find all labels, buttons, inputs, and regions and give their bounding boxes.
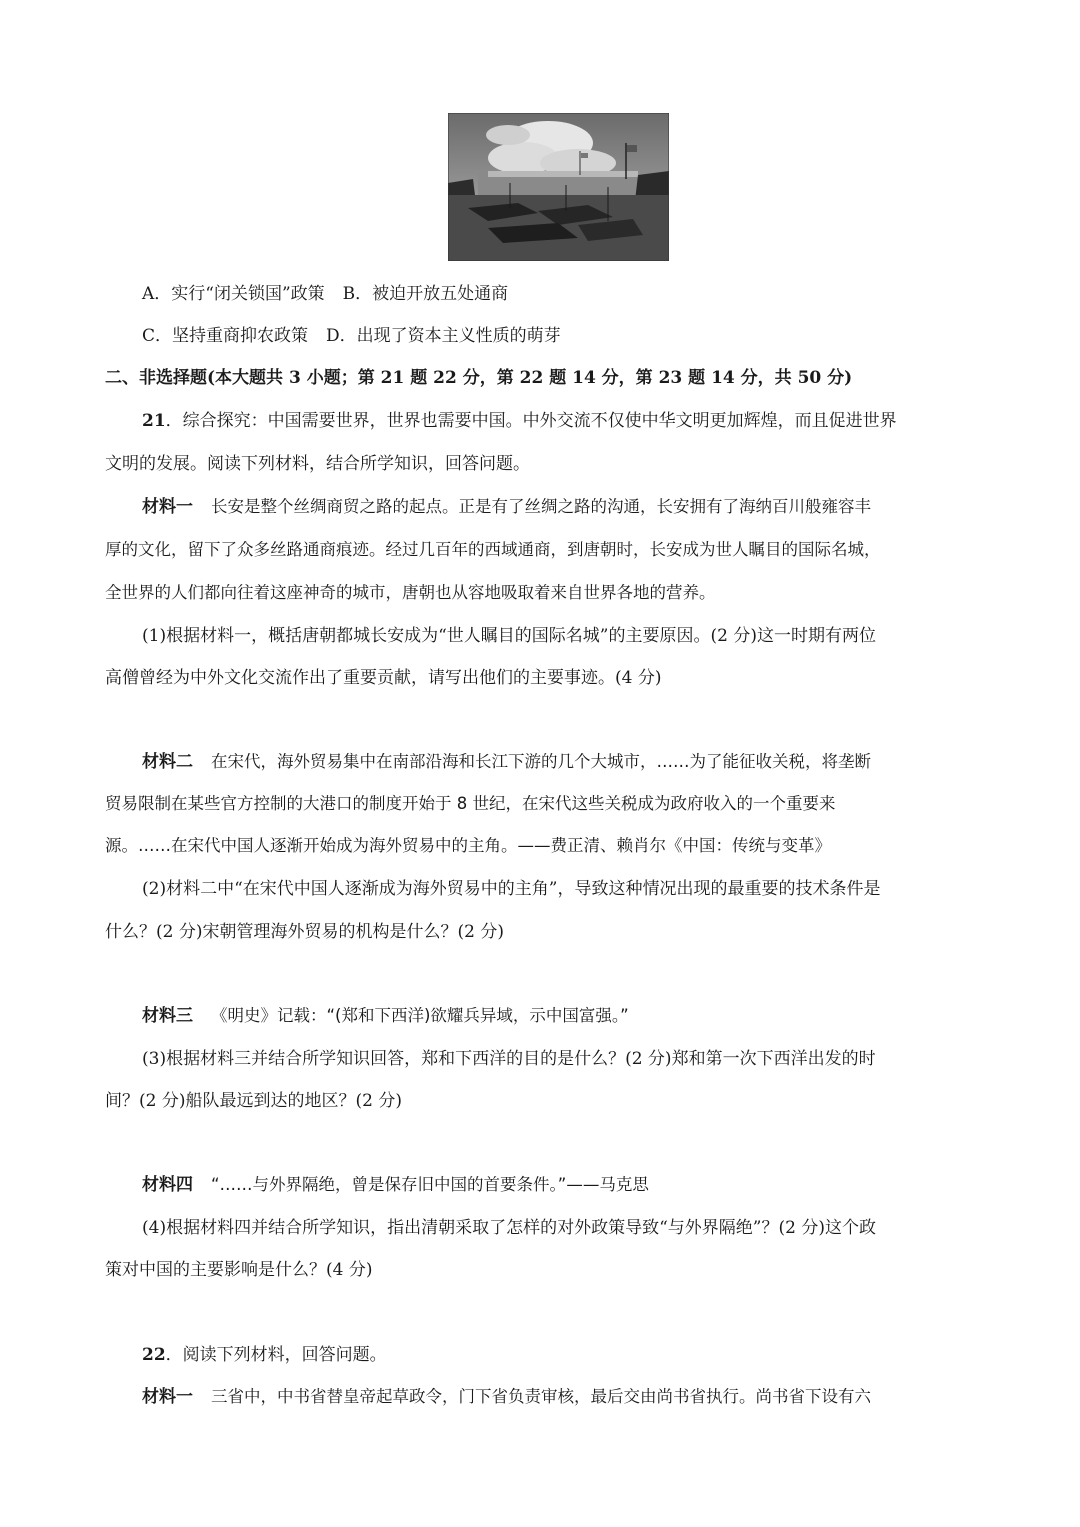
q21-sub2-line1: (2)材料二中“在宋代中国人逐渐成为海外贸易中的主角”，导致这种情况出现的最重要的技术条件是	[142, 879, 881, 899]
q21-material1-line1	[142, 495, 871, 519]
q21-number: 21	[142, 411, 166, 431]
q21-stem-text: ．综合探究：中国需要世界，世界也需要中国。中外交流不仅使中华文明更加辉煌，而且促进世界	[165, 411, 897, 431]
option-d-label: D．	[326, 326, 357, 346]
q22-material1-label: 材料一	[142, 1387, 193, 1407]
q22-material1-text1: 三省中，中书省替皇帝起草政令，门下省负责审核，最后交由尚书省执行。尚书省下设有六	[211, 1387, 871, 1406]
option-b-text: 被迫开放五处通商	[372, 284, 509, 304]
q21-material4-label: 材料四	[142, 1175, 193, 1195]
q22-stem-text: ．阅读下列材料，回答问题。	[165, 1345, 387, 1365]
q21-material1-line2: 厚的文化，留下了众多丝路通商痕迹。经过几百年的西域通商，到唐朝时，长安成为世人瞩目的国际名城，	[105, 540, 881, 559]
q21-material4-text: “……与外界隔绝，曾是保存旧中国的首要条件。”——马克思	[211, 1175, 649, 1194]
option-a-label: A．	[142, 284, 172, 304]
q21-material2-text1: 在宋代，海外贸易集中在南部沿海和长江下游的几个大城市，……为了能征收关税，将垄断	[211, 752, 871, 771]
q22-number: 22	[142, 1345, 166, 1365]
q21-sub1-line1: (1)根据材料一，概括唐朝都城长安成为“世人瞩目的国际名城”的主要原因。(2 分)这一时期有两位	[142, 626, 876, 646]
q21-stem-line2: 文明的发展。阅读下列材料，结合所学知识，回答问题。	[105, 454, 530, 474]
q22-material1-line1	[142, 1385, 871, 1409]
option-d-text: 出现了资本主义性质的萌芽	[356, 326, 561, 346]
q21-material2-label: 材料二	[142, 752, 193, 772]
q21-material1-line3: 全世界的人们都向往着这座神奇的城市，唐朝也从容地吸取着来自世界各地的营养。	[105, 583, 716, 602]
options-row-ab	[142, 282, 508, 306]
q22-stem	[142, 1343, 387, 1367]
q21-sub1-line2: 高僧曾经为中外文化交流作出了重要贡献，请写出他们的主要事迹。(4 分)	[105, 668, 662, 688]
q21-sub4-line2: 策对中国的主要影响是什么？(4 分)	[105, 1260, 373, 1280]
option-a-text: 实行“闭关锁国”政策	[171, 284, 325, 304]
q21-material4	[142, 1173, 649, 1197]
option-c-label: C．	[142, 326, 173, 346]
option-c-text: 坚持重商抑农政策	[172, 326, 309, 346]
options-row-cd	[142, 324, 561, 348]
q21-material1-text1: 长安是整个丝绸商贸之路的起点。正是有了丝绸之路的沟通，长安拥有了海纳百川般雍容丰	[211, 497, 871, 516]
q21-sub2-line2: 什么？(2 分)宋朝管理海外贸易的机构是什么？(2 分)	[105, 922, 504, 942]
q21-material3-label: 材料三	[142, 1006, 193, 1026]
q21-material1-label: 材料一	[142, 497, 193, 517]
q21-material3	[142, 1004, 629, 1028]
q21-material3-text: 《明史》记载：“(郑和下西洋)欲耀兵异域，示中国富强。”	[211, 1006, 629, 1025]
q21-material2-line1	[142, 750, 871, 774]
harbor-photo	[448, 113, 669, 261]
q21-sub3-line1: (3)根据材料三并结合所学知识回答，郑和下西洋的目的是什么？(2 分)郑和第一次下西洋出发的时	[142, 1049, 876, 1069]
option-b-label: B．	[342, 284, 373, 304]
q21-sub3-line2: 间？(2 分)船队最远到达的地区？(2 分)	[105, 1091, 402, 1111]
q21-sub4-line1: (4)根据材料四并结合所学知识，指出清朝采取了怎样的对外政策导致“与外界隔绝”？(2 分)这个政	[142, 1218, 876, 1238]
q21-material2-line2: 贸易限制在某些官方控制的大港口的制度开始于 8 世纪，在宋代这些关税成为政府收入的一个重要来	[105, 794, 836, 813]
q21-stem-line1	[142, 409, 897, 433]
section-heading: 二、非选择题(本大题共 3 小题；第 21 题 22 分，第 22 题 14 分，第 23 题 14 分，共 50 分)	[105, 368, 853, 388]
q21-material2-line3: 源。……在宋代中国人逐渐开始成为海外贸易中的主角。——费正清、赖肖尔《中国：传统与变革》	[105, 836, 831, 855]
